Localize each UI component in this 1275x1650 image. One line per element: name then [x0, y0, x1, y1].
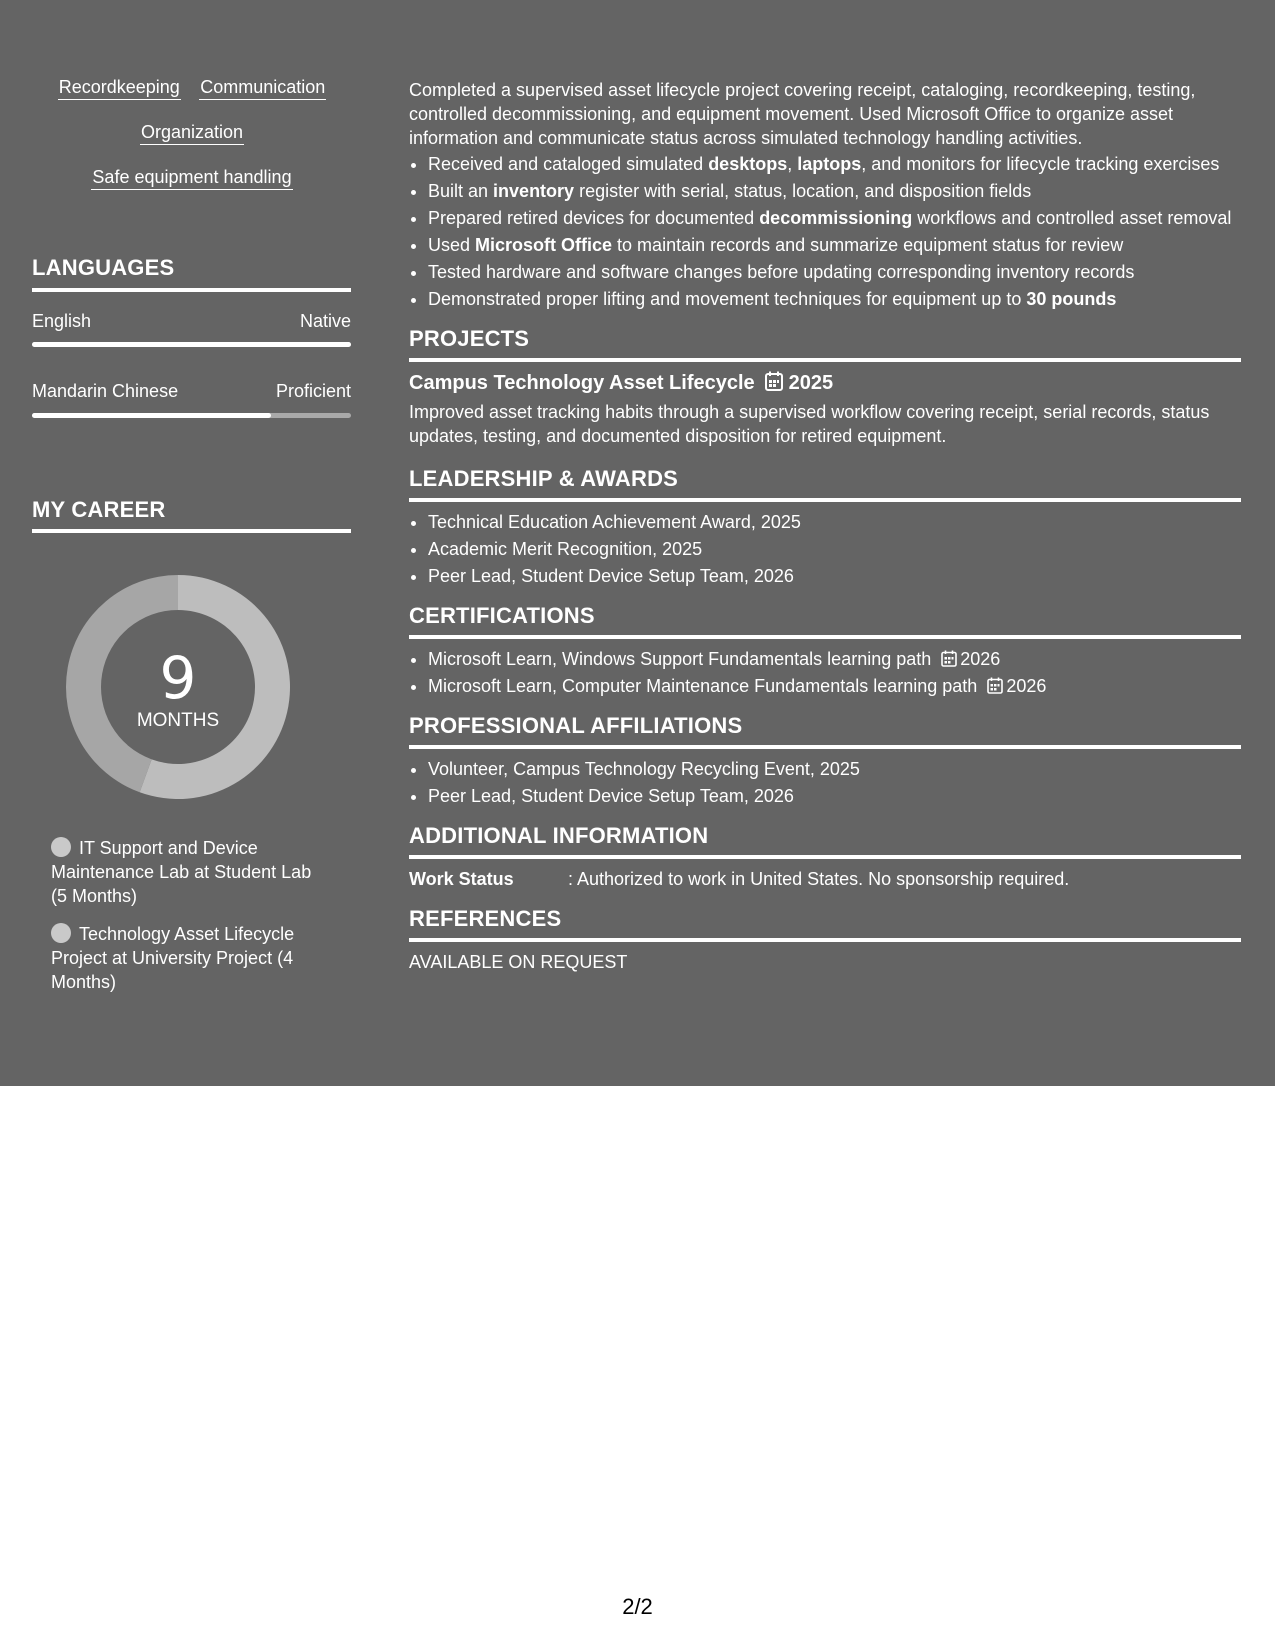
leadership-section [409, 465, 1241, 588]
section-divider [32, 288, 351, 292]
skills-row [32, 166, 352, 191]
calendar-icon [765, 371, 783, 391]
language-level: Proficient [275, 381, 351, 401]
language-name: Mandarin Chinese [32, 381, 179, 401]
legend-dot-icon [51, 837, 71, 857]
career-legend-text: Technology Asset Lifecycle Project at University Project (4 Months) [51, 924, 295, 992]
skills-row [32, 121, 352, 146]
experience-summary: Completed a supervised asset lifecycle project covering receipt, cataloging, recordkeeping, testing, controlled decommissioning, and equipment movement. Used Microsoft Office to organize asset information and communicate status across simulated technology handling activities. [409, 80, 1196, 148]
language-bar [32, 342, 351, 347]
affiliations-list [409, 757, 1241, 808]
experience-bullets [409, 152, 1241, 311]
language-level: Native [299, 311, 351, 331]
section-heading: ADDITIONAL INFORMATION [409, 823, 709, 848]
language-row [32, 310, 351, 332]
skills-row [32, 76, 352, 101]
list-item: • Peer Lead, Student Device Setup Team, 2026 [428, 564, 1241, 588]
list-item: • Technical Education Achievement Award, 2025 [428, 510, 1241, 534]
certifications-section [409, 602, 1241, 698]
project-heading [409, 370, 1241, 396]
list-item: • Received and cataloged simulated desktops, laptops, and monitors for lifecycle tracking exercises [428, 152, 1241, 176]
language-bar [32, 413, 351, 418]
right-column [409, 78, 1241, 974]
section-divider [409, 855, 1241, 859]
languages-heading: LANGUAGES [32, 255, 175, 280]
skill-tag[interactable]: Safe equipment handling [91, 166, 292, 190]
work-status-value: : Authorized to work in United States. No sponsorship required. [568, 869, 1070, 889]
work-status-row [409, 867, 1241, 891]
skill-tag[interactable]: Communication [199, 76, 326, 100]
section-divider [409, 635, 1241, 639]
list-item: • Microsoft Learn, Computer Maintenance Fundamentals learning path 2026 [428, 674, 1241, 698]
section-heading: CERTIFICATIONS [409, 603, 595, 628]
career-heading: MY CAREER [32, 497, 166, 522]
list-item: • Volunteer, Campus Technology Recycling Event, 2025 [428, 757, 1241, 781]
list-item: • Built an inventory register with serial, status, location, and disposition fields [428, 179, 1241, 203]
career-total-unit: MONTHS [136, 710, 220, 731]
list-item: • Academic Merit Recognition, 2025 [428, 537, 1241, 561]
references-text: AVAILABLE ON REQUEST [409, 952, 628, 972]
language-name: English [32, 311, 92, 331]
list-item: • Used Microsoft Office to maintain records and summarize equipment status for review [428, 233, 1241, 257]
section-heading: PROFESSIONAL AFFILIATIONS [409, 713, 743, 738]
section-divider [409, 358, 1241, 362]
career-legend-item [51, 922, 331, 994]
list-item: • Microsoft Learn, Windows Support Fundamentals learning path 2026 [428, 647, 1241, 671]
section-divider [409, 745, 1241, 749]
projects-section [409, 325, 1241, 448]
skill-tag[interactable]: Organization [140, 121, 244, 145]
list-item: • Demonstrated proper lifting and movement techniques for equipment up to 30 pounds [428, 287, 1241, 311]
language-row [32, 380, 351, 402]
skill-tag[interactable]: Recordkeeping [58, 76, 181, 100]
certifications-list [409, 647, 1241, 698]
project-year: 2025 [788, 372, 834, 394]
references-section [409, 905, 1241, 974]
section-divider [409, 498, 1241, 502]
affiliations-section [409, 712, 1241, 808]
list-item: • Prepared retired devices for documented decommissioning workflows and controlled asset removal [428, 206, 1241, 230]
left-column [32, 76, 352, 992]
section-divider [32, 529, 351, 533]
language-bar-fill [32, 413, 271, 418]
calendar-icon [941, 650, 957, 667]
list-item: • Peer Lead, Student Device Setup Team, 2026 [428, 784, 1241, 808]
leadership-list [409, 510, 1241, 588]
career-legend-text: IT Support and Device Maintenance Lab at Student Lab (5 Months) [51, 838, 312, 906]
additional-section [409, 822, 1241, 891]
section-heading: REFERENCES [409, 906, 562, 931]
project-name: Campus Technology Asset Lifecycle [409, 372, 755, 394]
calendar-icon [987, 677, 1003, 694]
career-legend-item [51, 836, 331, 908]
project-description: Improved asset tracking habits through a supervised workflow covering receipt, serial records, status updates, testing, and documented disposition for retired equipment. [409, 402, 1210, 446]
section-divider [409, 938, 1241, 942]
work-status-label: Work Status [409, 869, 514, 889]
page-number: 2/2 [622, 1594, 653, 1619]
list-item: • Tested hardware and software changes before updating corresponding inventory records [428, 260, 1241, 284]
career-total-value: 9 [159, 644, 197, 712]
legend-dot-icon [51, 923, 71, 943]
section-heading: PROJECTS [409, 326, 530, 351]
section-heading: LEADERSHIP & AWARDS [409, 466, 679, 491]
language-bar-fill [32, 342, 351, 347]
